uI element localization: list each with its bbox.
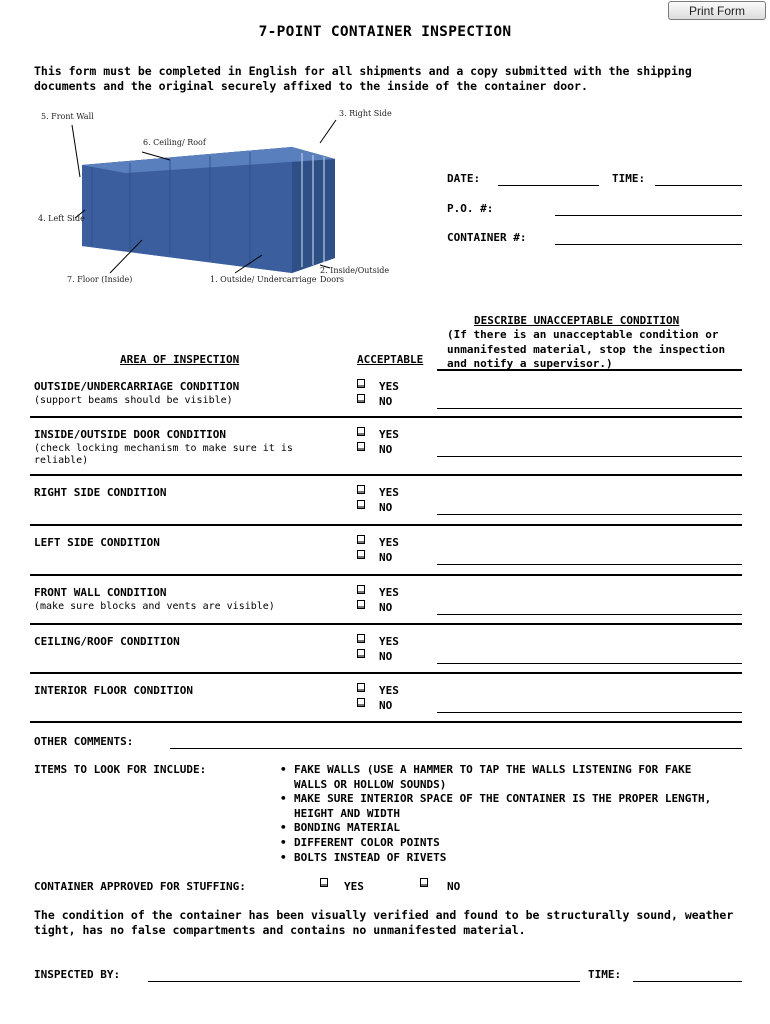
row-describe-field[interactable]: [437, 456, 742, 457]
row-no-label: NO: [379, 395, 393, 408]
items-list: [280, 763, 720, 865]
approval-yes-label: YES: [344, 880, 364, 893]
row-title: CEILING/ROOF CONDITION: [34, 635, 180, 648]
row-divider: [30, 416, 742, 418]
intro-text: This form must be completed in English for all shipments and a copy submitted with the shipping documents and the original securely affixed to the inside of the container door.: [34, 64, 692, 93]
row-title: OUTSIDE/UNDERCARRIAGE CONDITION: [34, 380, 240, 393]
other-comments-label: OTHER COMMENTS:: [34, 735, 134, 748]
item-bullet: • BONDING MATERIAL: [280, 821, 720, 836]
date-field[interactable]: [498, 185, 599, 186]
row-yes-checkbox[interactable]: [357, 535, 365, 544]
date-label: DATE:: [447, 172, 481, 185]
row-divider: [30, 474, 742, 476]
row-no-checkbox[interactable]: [357, 442, 365, 451]
label-outside-undercarriage: 1. Outside/ Undercarriage: [210, 275, 317, 284]
po-label: P.O. #:: [447, 202, 494, 215]
row-yes-label: YES: [379, 586, 399, 599]
row-note: (support beams should be visible): [34, 395, 233, 406]
row-no-label: NO: [379, 699, 393, 712]
row-no-label: NO: [379, 443, 393, 456]
describe-header: DESCRIBE UNACCEPTABLE CONDITION: [474, 314, 680, 327]
item-bullet: • MAKE SURE INTERIOR SPACE OF THE CONTAINER IS THE PROPER LENGTH, HEIGHT AND WIDTH: [280, 792, 720, 821]
time-label: TIME:: [612, 172, 646, 185]
print-form-button[interactable]: Print Form: [668, 1, 766, 20]
verification-statement: The condition of the container has been visually verified and found to be structurally sound, weather tight, has no false compartments and contains no unmanifested material.: [34, 908, 734, 937]
row-describe-field[interactable]: [437, 408, 742, 409]
row-yes-label: YES: [379, 635, 399, 648]
row-title: INSIDE/OUTSIDE DOOR CONDITION: [34, 428, 227, 441]
describe-note: (If there is an unacceptable condition or unmanifested material, stop the inspection and notify a supervisor.): [447, 328, 726, 370]
time-field[interactable]: [655, 185, 742, 186]
row-describe-field[interactable]: [437, 564, 742, 565]
row-no-label: NO: [379, 501, 393, 514]
label-ceiling-roof: 6. Ceiling/ Roof: [143, 138, 206, 147]
inspected-by-label: INSPECTED BY:: [34, 968, 121, 981]
row-no-checkbox[interactable]: [357, 600, 365, 609]
label-floor-inside: 7. Floor (Inside): [67, 275, 133, 284]
final-time-field[interactable]: [633, 981, 742, 982]
acceptable-header: ACCEPTABLE: [357, 353, 424, 366]
header-divider: [437, 369, 742, 371]
row-divider: [30, 721, 742, 723]
row-describe-field[interactable]: [437, 614, 742, 615]
container-diagram: [30, 105, 405, 290]
row-divider: [30, 672, 742, 674]
row-yes-checkbox[interactable]: [357, 379, 365, 388]
approval-label: CONTAINER APPROVED FOR STUFFING:: [34, 880, 246, 893]
container-number-label: CONTAINER #:: [447, 231, 527, 244]
label-front-wall: 5. Front Wall: [41, 112, 94, 121]
row-title: INTERIOR FLOOR CONDITION: [34, 684, 193, 697]
approval-yes-checkbox[interactable]: [320, 878, 328, 887]
label-inside-outside-doors: 2. Inside/Outside Doors: [320, 266, 390, 284]
item-bullet: • BOLTS INSTEAD OF RIVETS: [280, 851, 720, 866]
page-title: 7-POINT CONTAINER INSPECTION: [258, 24, 512, 40]
final-time-label: TIME:: [588, 968, 622, 981]
container-number-field[interactable]: [555, 244, 742, 245]
items-label: ITEMS TO LOOK FOR INCLUDE:: [34, 763, 207, 776]
row-no-label: NO: [379, 601, 393, 614]
approval-no-label: NO: [447, 880, 461, 893]
other-comments-field[interactable]: [170, 748, 742, 749]
row-no-checkbox[interactable]: [357, 649, 365, 658]
row-title: FRONT WALL CONDITION: [34, 586, 167, 599]
row-no-label: NO: [379, 650, 393, 663]
row-yes-label: YES: [379, 536, 399, 549]
row-yes-checkbox[interactable]: [357, 634, 365, 643]
label-right-side: 3. Right Side: [339, 109, 392, 118]
row-no-checkbox[interactable]: [357, 394, 365, 403]
row-no-label: NO: [379, 551, 393, 564]
item-bullet: • FAKE WALLS (USE A HAMMER TO TAP THE WALLS LISTENING FOR FAKE WALLS OR HOLLOW SOUNDS): [280, 763, 720, 792]
row-yes-label: YES: [379, 684, 399, 697]
row-yes-checkbox[interactable]: [357, 427, 365, 436]
row-title: RIGHT SIDE CONDITION: [34, 486, 167, 499]
row-describe-field[interactable]: [437, 514, 742, 515]
inspected-by-field[interactable]: [148, 981, 580, 982]
row-divider: [30, 623, 742, 625]
row-divider: [30, 524, 742, 526]
row-note: (check locking mechanism to make sure it is reliable): [34, 443, 293, 466]
row-yes-checkbox[interactable]: [357, 683, 365, 692]
row-yes-checkbox[interactable]: [357, 585, 365, 594]
row-no-checkbox[interactable]: [357, 500, 365, 509]
row-yes-label: YES: [379, 380, 399, 393]
row-yes-label: YES: [379, 486, 399, 499]
row-note: (make sure blocks and vents are visible): [34, 601, 275, 612]
item-bullet: • DIFFERENT COLOR POINTS: [280, 836, 720, 851]
container-illustration: [30, 105, 405, 290]
row-no-checkbox[interactable]: [357, 698, 365, 707]
row-divider: [30, 574, 742, 576]
row-describe-field[interactable]: [437, 663, 742, 664]
area-header: AREA OF INSPECTION: [120, 353, 240, 366]
row-title: LEFT SIDE CONDITION: [34, 536, 160, 549]
row-no-checkbox[interactable]: [357, 550, 365, 559]
approval-no-checkbox[interactable]: [420, 878, 428, 887]
row-yes-label: YES: [379, 428, 399, 441]
row-describe-field[interactable]: [437, 712, 742, 713]
row-yes-checkbox[interactable]: [357, 485, 365, 494]
po-field[interactable]: [555, 215, 742, 216]
label-left-side: 4. Left Side: [38, 214, 85, 223]
